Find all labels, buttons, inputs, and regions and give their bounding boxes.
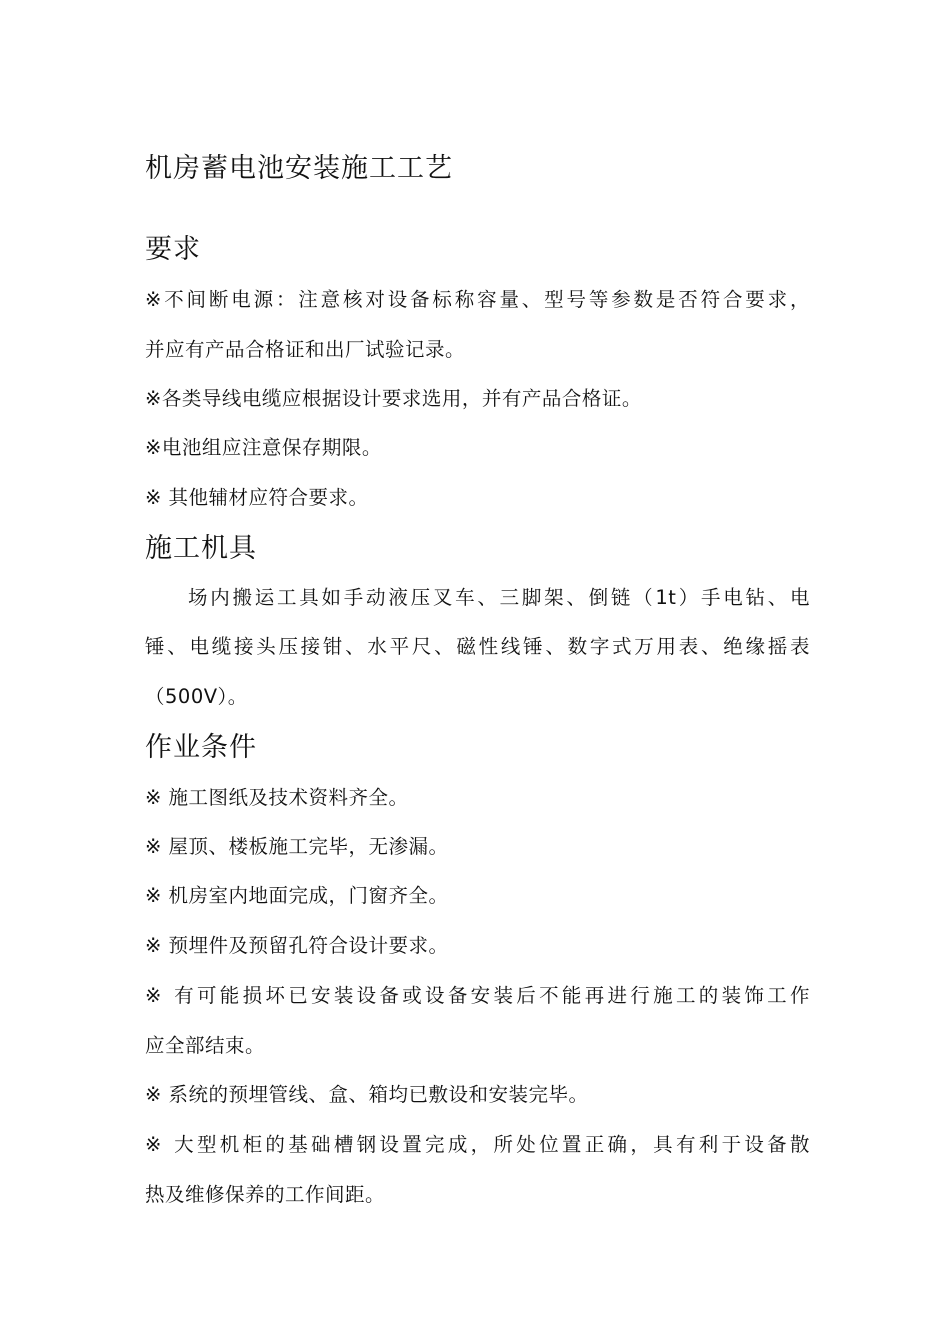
paragraph-line: （500V）。	[145, 685, 248, 708]
paragraph-line: 应全部结束。	[145, 1034, 266, 1057]
section-heading-requirements: 要求	[145, 234, 201, 265]
paragraph-line: 锤、电缆接头压接钳、水平尺、磁性线锤、数字式万用表、绝缘摇表	[145, 635, 810, 658]
document-title: 机房蓄电池安装施工工艺	[145, 153, 453, 184]
paragraph-line: ※各类导线电缆应根据设计要求选用，并有产品合格证。	[145, 387, 642, 410]
paragraph-line: ※ 其他辅材应符合要求。	[145, 486, 369, 509]
paragraph-line: ※ 系统的预埋管线、盒、箱均已敷设和安装完毕。	[145, 1083, 589, 1106]
paragraph-line: 场内搬运工具如手动液压叉车、三脚架、倒链（1t）手电钻、电	[188, 586, 810, 609]
paragraph-line: ※ 大型机柜的基础槽钢设置完成，所处位置正确，具有利于设备散	[145, 1133, 810, 1156]
paragraph-line: ※不间断电源：注意核对设备标称容量、型号等参数是否符合要求，	[145, 288, 810, 311]
paragraph-line: ※ 有可能损坏已安装设备或设备安装后不能再进行施工的装饰工作	[145, 984, 810, 1007]
paragraph-line: 热及维修保养的工作间距。	[145, 1183, 386, 1206]
section-heading-conditions: 作业条件	[145, 732, 257, 763]
paragraph-line: ※ 机房室内地面完成，门窗齐全。	[145, 884, 449, 907]
section-heading-tools: 施工机具	[145, 533, 257, 564]
paragraph-line: ※ 屋顶、楼板施工完毕，无渗漏。	[145, 835, 449, 858]
paragraph-line: 并应有产品合格证和出厂试验记录。	[145, 338, 466, 361]
paragraph-line: ※ 预埋件及预留孔符合设计要求。	[145, 934, 449, 957]
paragraph-line: ※ 施工图纸及技术资料齐全。	[145, 786, 409, 809]
paragraph-line: ※电池组应注意保存期限。	[145, 436, 382, 459]
